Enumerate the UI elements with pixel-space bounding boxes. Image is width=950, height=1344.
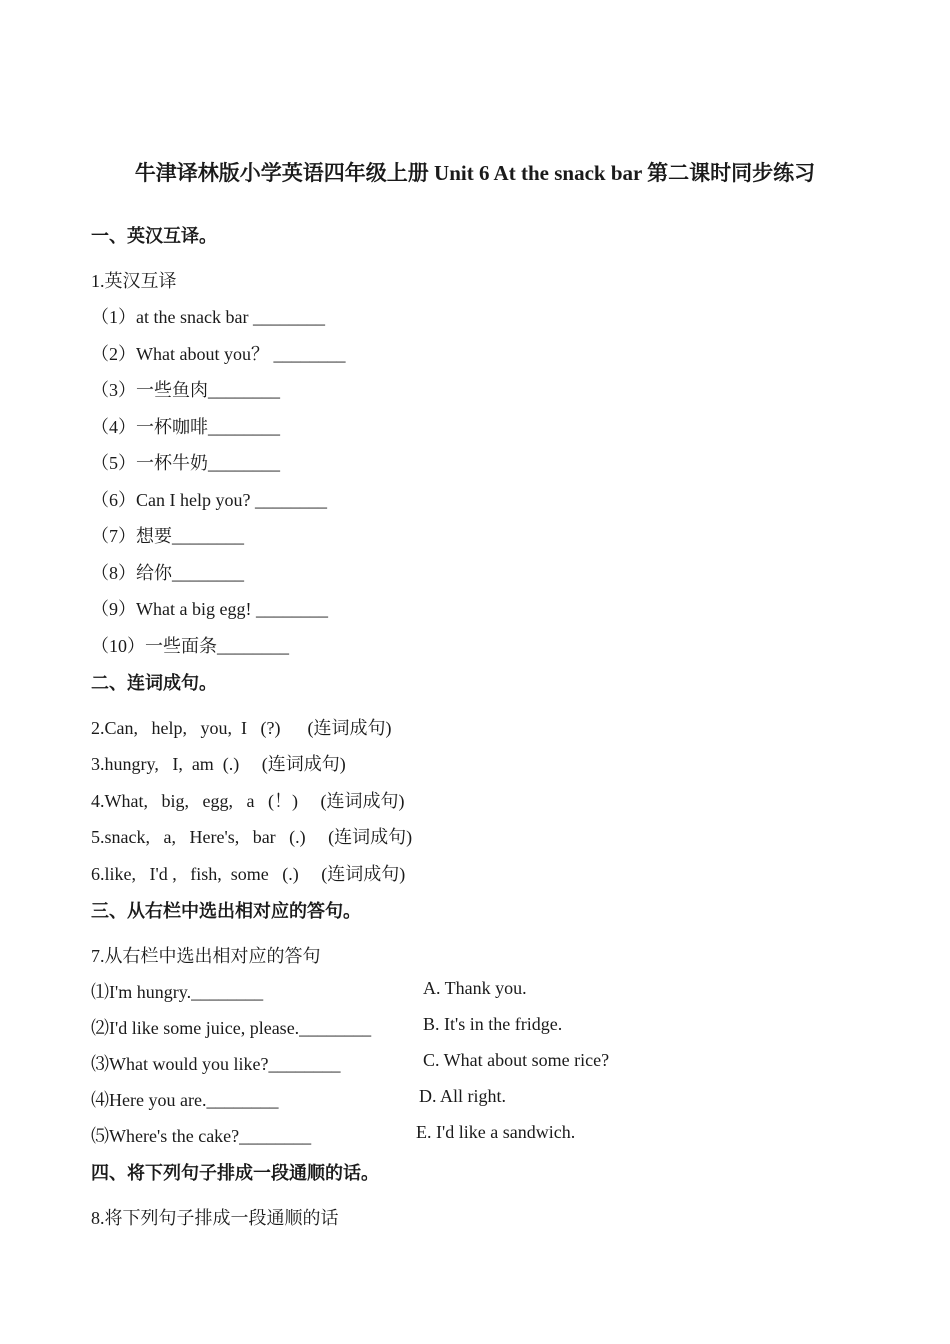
question-1: 1.英汉互译	[91, 271, 177, 291]
match-right-item: C. What about some rice?	[423, 1050, 610, 1070]
list-item: （2）What about you？ ________	[91, 344, 346, 364]
list-item: （6）Can I help you? ________	[91, 490, 327, 510]
document-title: 牛津译林版小学英语四年级上册 Unit 6 At the snack bar 第二课时同步练习	[134, 161, 816, 185]
match-left-item: ⑷Here you are.________	[91, 1090, 279, 1110]
list-item: （7）想要________	[91, 526, 244, 546]
match-right-item: E. I'd like a sandwich.	[416, 1122, 576, 1142]
match-left-item: ⑴I'm hungry.________	[91, 982, 264, 1002]
question-7: 7.从右栏中选出相对应的答句	[91, 946, 321, 966]
match-left-item: ⑸Where's the cake?________	[91, 1126, 312, 1146]
section-heading-1: 一、英汉互译。	[91, 226, 217, 246]
list-item: （3）一些鱼肉________	[91, 380, 280, 400]
match-left-item: ⑶What would you like?________	[91, 1054, 341, 1074]
list-item: （8）给你________	[91, 563, 244, 583]
question-6: 6.like, I'd , fish, some (.) (连词成句)	[91, 864, 406, 884]
match-right-item: A. Thank you.	[423, 978, 527, 998]
question-8: 8.将下列句子排成一段通顺的话	[91, 1208, 339, 1228]
section-heading-3: 三、从右栏中选出相对应的答句。	[91, 901, 361, 921]
list-item: （5）一杯牛奶________	[91, 453, 280, 473]
list-item: （10）一些面条________	[91, 636, 289, 656]
question-4: 4.What, big, egg, a (！) (连词成句)	[91, 791, 405, 811]
section-heading-2: 二、连词成句。	[91, 673, 217, 693]
match-right-item: B. It's in the fridge.	[423, 1014, 563, 1034]
list-item: （1）at the snack bar ________	[91, 307, 325, 327]
match-right-item: D. All right.	[419, 1086, 507, 1106]
question-3: 3.hungry, I, am (.) (连词成句)	[91, 754, 346, 774]
question-2: 2.Can, help, you, I (?) (连词成句)	[91, 718, 392, 738]
match-left-item: ⑵I'd like some juice, please.________	[91, 1018, 372, 1038]
question-5: 5.snack, a, Here's, bar (.) (连词成句)	[91, 827, 413, 847]
list-item: （4）一杯咖啡________	[91, 417, 280, 437]
list-item: （9）What a big egg! ________	[91, 599, 328, 619]
section-heading-4: 四、将下列句子排成一段通顺的话。	[91, 1163, 379, 1183]
